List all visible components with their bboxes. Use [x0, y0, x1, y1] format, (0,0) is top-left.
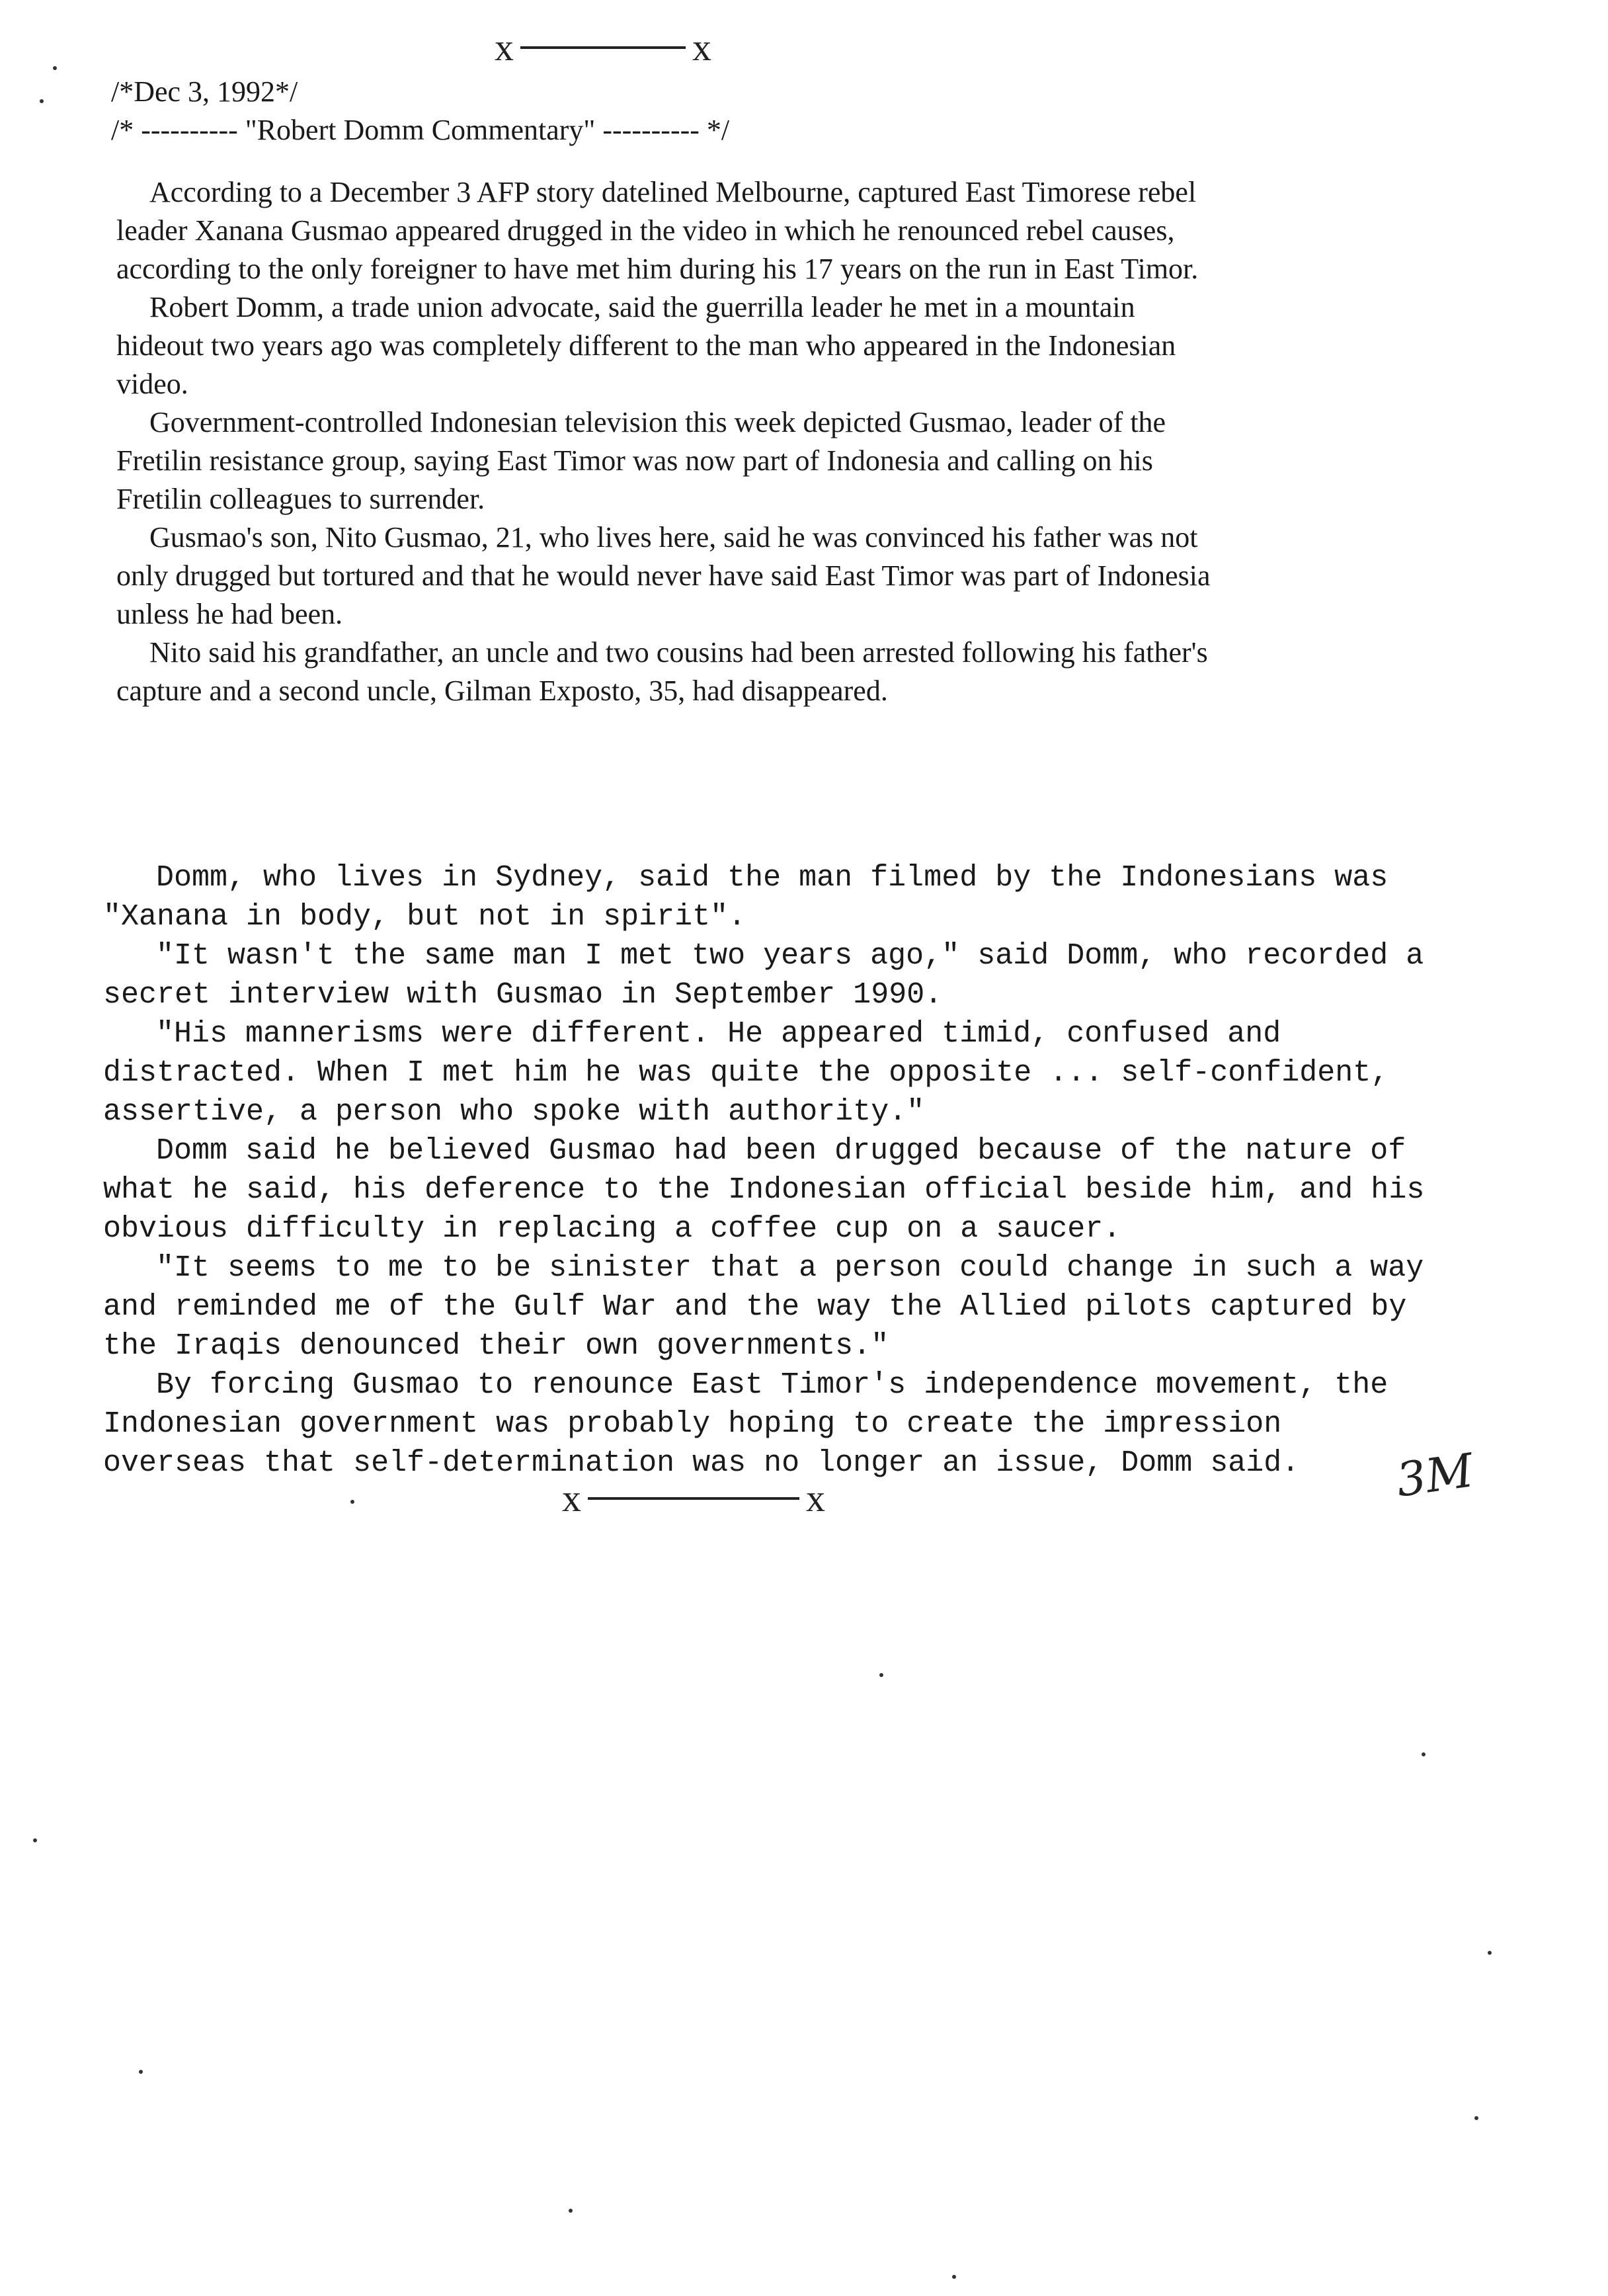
scan-speck — [952, 2275, 956, 2279]
separator-x-left: x — [562, 1477, 581, 1520]
article-paragraph: Domm said he believed Gusmao had been drugged because of the nature of what he said, his deference to the Indonesian official beside him, and his obvious difficulty in replacing a coffee cup on a saucer. — [103, 1134, 1425, 1246]
scan-speck — [569, 2209, 573, 2213]
scan-speck — [40, 99, 44, 103]
separator-x-left: x — [495, 26, 514, 69]
separator-rule — [588, 1497, 799, 1500]
scan-speck — [1474, 2116, 1478, 2120]
scan-speck — [1488, 1951, 1492, 1955]
article-paragraph: Nito said his grandfather, an uncle and two cousins had been arrested following his father's capture and a second uncle, Gilman Exposto, 35, had disappeared. — [116, 636, 1208, 707]
separator-x-right: x — [806, 1477, 825, 1520]
handwritten-initials: 3M — [1392, 1443, 1477, 1508]
scan-speck — [33, 1838, 37, 1842]
article-paragraph: Gusmao's son, Nito Gusmao, 21, who lives here, said he was convinced his father was not only drugged but tortured and that he would never have said East Timor was part of Indonesia unless he had been. — [116, 521, 1211, 630]
bottom-separator-mark — [562, 1476, 825, 1520]
scan-speck — [1422, 1752, 1426, 1756]
separator-rule — [520, 46, 686, 49]
article-paragraph: By forcing Gusmao to renounce East Timor's independence movement, the Indonesian government was probably hoping to create the impression overseas that self-determination was no longer an issue, Domm said. — [103, 1368, 1388, 1480]
scan-speck — [350, 1500, 354, 1504]
top-separator-mark — [495, 25, 711, 69]
article-paragraph: "It seems to me to be sinister that a person could change in such a way and reminded me of the Gulf War and the way the Allied pilots captured by the Iraqis denounced their own governments." — [103, 1251, 1424, 1363]
article-paragraph: "His mannerisms were different. He appeared timid, confused and distracted. When I met him he was quite the opposite ... self-confident, assertive, a person who spoke with authority." — [103, 1017, 1389, 1129]
article-typewriter-section — [103, 858, 1432, 1483]
scan-speck — [879, 1673, 883, 1677]
article-paragraph: Robert Domm, a trade union advocate, said the guerrilla leader he met in a mountain hideout two years ago was completely different to the man who appeared in the Indonesian video. — [116, 291, 1176, 400]
title-line: /* ---------- "Robert Domm Commentary" ---------- */ — [111, 114, 730, 146]
separator-x-right: x — [692, 26, 711, 69]
article-paragraph: "It wasn't the same man I met two years ago," said Domm, who recorded a secret interview with Gusmao in September 1990. — [103, 939, 1424, 1012]
scan-speck — [139, 2070, 143, 2074]
article-paragraph: Domm, who lives in Sydney, said the man filmed by the Indonesians was "Xanana in body, but not in spirit". — [103, 861, 1388, 934]
scan-speck — [53, 66, 57, 70]
document-header — [111, 73, 729, 149]
article-paragraph: According to a December 3 AFP story datelined Melbourne, captured East Timorese rebel leader Xanana Gusmao appeared drugged in the video in which he renounced rebel causes, according to the only foreigner to have met him during his 17 years on the run in East Timor. — [116, 176, 1199, 285]
date-line: /*Dec 3, 1992*/ — [111, 75, 298, 108]
article-serif-section — [116, 173, 1227, 710]
article-paragraph: Government-controlled Indonesian television this week depicted Gusmao, leader of the Fretilin resistance group, saying East Timor was now part of Indonesia and calling on his Fretilin colleagues to surrender. — [116, 406, 1166, 515]
